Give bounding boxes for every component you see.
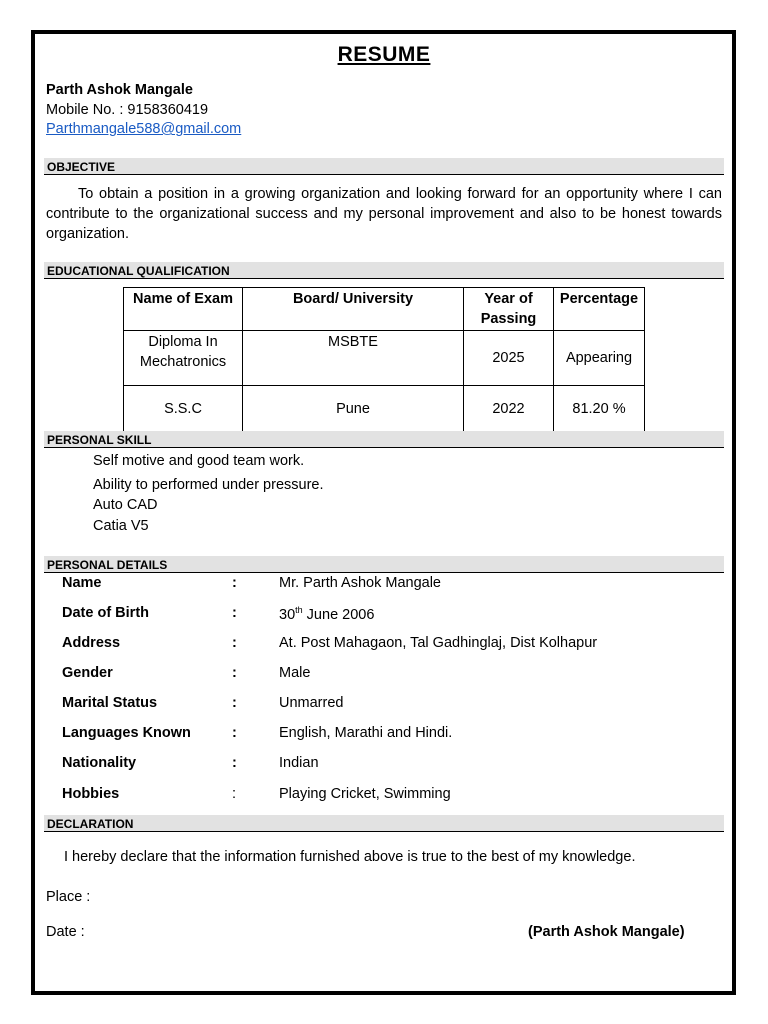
section-education: EDUCATIONAL QUALIFICATION [44, 262, 724, 279]
cell-exam: S.S.C [124, 386, 243, 433]
detail-label-nationality: Nationality [62, 755, 137, 771]
cell-year: 2025 [464, 331, 554, 386]
section-objective: OBJECTIVE [44, 158, 724, 175]
cell-board: MSBTE [243, 331, 464, 386]
cell-percent: Appearing [554, 331, 645, 386]
detail-value-dob [279, 605, 374, 623]
detail-value-marital: Unmarred [279, 695, 344, 711]
table-header-row [124, 288, 645, 331]
table-row [124, 331, 645, 386]
section-details: PERSONAL DETAILS [44, 556, 724, 573]
skill-item: Catia V5 [93, 518, 149, 534]
header-year: Year of Passing [464, 288, 554, 331]
email-link[interactable]: Parthmangale588@gmail.com [46, 121, 242, 137]
header-exam: Name of Exam [124, 288, 243, 331]
detail-colon: : [232, 695, 237, 711]
detail-colon: : [232, 605, 237, 621]
header-board: Board/ University [243, 288, 464, 331]
candidate-name: Parth Ashok Mangale [46, 82, 193, 98]
cell-year: 2022 [464, 386, 554, 433]
detail-colon: : [232, 786, 237, 802]
dob-suffix: th [295, 605, 303, 615]
detail-value-address: At. Post Mahagaon, Tal Gadhinglaj, Dist Kolhapur [279, 635, 598, 651]
header-percent: Percentage [554, 288, 645, 331]
detail-value-gender: Male [279, 665, 311, 681]
dob-month-year: June 2006 [302, 606, 375, 623]
detail-label-dob: Date of Birth [62, 605, 149, 621]
skill-item: Self motive and good team work. [93, 453, 305, 469]
education-table [123, 287, 645, 433]
cell-percent: 81.20 % [554, 386, 645, 433]
section-skills: PERSONAL SKILL [44, 431, 724, 448]
detail-label-address: Address [62, 635, 121, 651]
detail-colon: : [232, 755, 237, 771]
cell-board: Pune [243, 386, 464, 433]
detail-colon: : [232, 665, 237, 681]
skill-item: Ability to performed under pressure. [93, 477, 324, 493]
detail-label-name: Name [62, 575, 102, 591]
date-label: Date : [46, 924, 85, 940]
detail-label-hobbies: Hobbies [62, 786, 120, 802]
detail-value-nationality: Indian [279, 755, 319, 771]
detail-value-hobbies: Playing Cricket, Swimming [279, 786, 451, 802]
table-row [124, 386, 645, 433]
declaration-text: I hereby declare that the information furnished above is true to the best of my knowledge. [64, 849, 636, 865]
detail-value-name: Mr. Parth Ashok Mangale [279, 575, 441, 591]
dob-day: 30 [279, 606, 296, 623]
mobile-number: Mobile No. : 9158360419 [46, 102, 209, 118]
detail-value-languages: English, Marathi and Hindi. [279, 725, 453, 741]
cell-exam: Diploma In Mechatronics [124, 331, 243, 386]
signature-name: (Parth Ashok Mangale) [528, 924, 685, 940]
skill-item: Auto CAD [93, 497, 158, 513]
objective-text: To obtain a position in a growing organization and looking forward for an opportunity where I can contribute to the organizational success and my personal improvement and also to be honest towards organization. [46, 186, 722, 242]
detail-colon: : [232, 575, 237, 591]
detail-colon: : [232, 725, 237, 741]
place-label: Place : [46, 889, 91, 905]
detail-label-languages: Languages Known [62, 725, 191, 741]
section-declaration: DECLARATION [44, 815, 724, 832]
detail-label-gender: Gender [62, 665, 113, 681]
detail-colon: : [232, 635, 237, 651]
detail-label-marital: Marital Status [62, 695, 158, 711]
resume-title: RESUME [337, 43, 431, 66]
